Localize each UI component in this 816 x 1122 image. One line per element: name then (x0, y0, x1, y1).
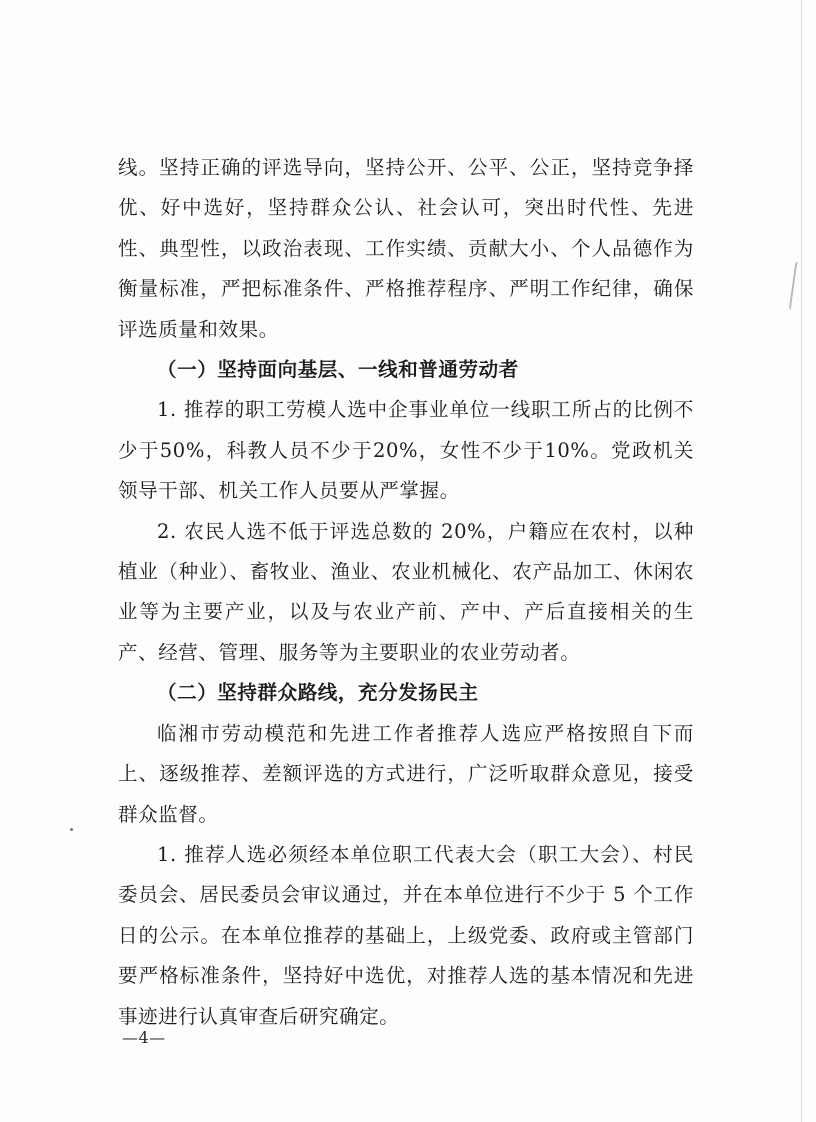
paragraph-body: 1. 推荐的职工劳模人选中企事业单位一线职工所占的比例不少于50%，科教人员不少于20%，女性不少于10%。党政机关领导干部、机关工作人员要从严掌握。 (118, 398, 694, 503)
paragraph-body: 临湘市劳动模范和先进工作者推荐人选应严格按照自下而上、逐级推荐、差额评选的方式进行，广泛听取群众意见，接受群众监督。 (118, 721, 694, 826)
paragraph-body: 1. 推荐人选必须经本单位职工代表大会（职工大会）、村民委员会、居民委员会审议通过，并在本单位进行不少于 5 个工作日的公示。在本单位推荐的基础上，上级党委、政府或主管部门要严格标准条件，坚持好中选优，对推荐人选的基本情况和先进事迹进行认真审查后研究确定。 (118, 842, 694, 1028)
page-number: —4— (122, 1028, 166, 1047)
scan-dot-mark (70, 828, 73, 831)
document-body (118, 148, 694, 1037)
section-heading-1: （一）坚持面向基层、一线和普通劳动者 (157, 358, 519, 382)
paragraph-body: 2. 农民人选不低于评选总数的 20%，户籍应在农村，以种植业（种业）、畜牧业、渔业、农业机械化、农产品加工、休闲农业等为主要产业，以及与农业产前、产中、产后直接相关的生产、经营、管理、服务等为主要职业的农业劳动者。 (118, 519, 694, 664)
section-heading-2: （二）坚持群众路线，充分发扬民主 (157, 681, 479, 705)
paragraph-body: 线。坚持正确的评选导向，坚持公开、公平、公正，坚持竞争择优、好中选好，坚持群众公认、社会认可，突出时代性、先进性、典型性，以政治表现、工作实绩、贡献大小、个人品德作为衡量标准，严把标准条件、严格推荐程序、严明工作纪律，确保评选质量和效果。 (118, 156, 694, 341)
scan-edge-line (801, 0, 802, 1122)
